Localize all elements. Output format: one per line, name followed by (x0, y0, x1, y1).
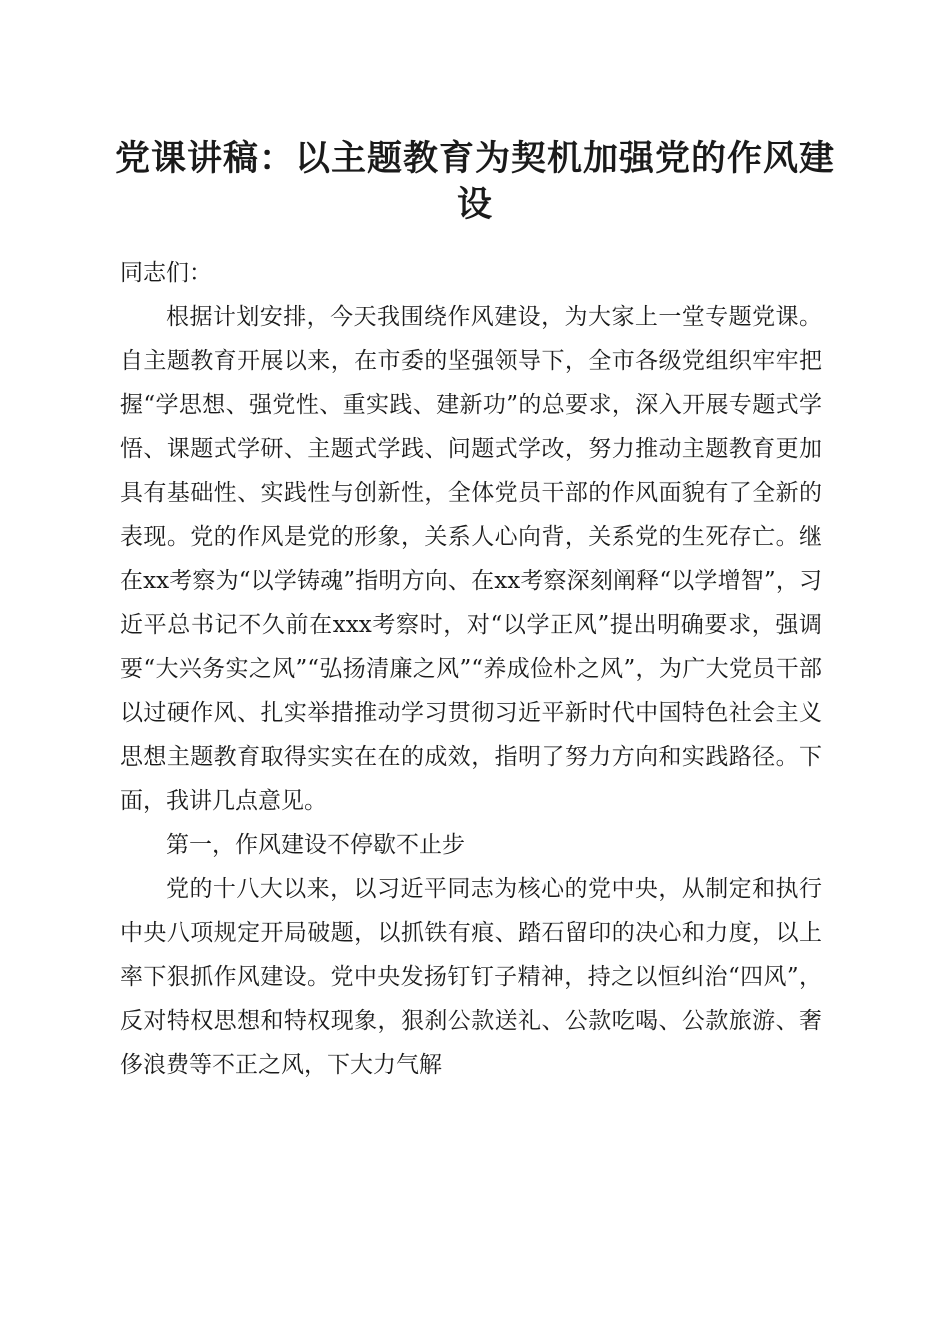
section-heading: 第一，作风建设不停歇不止步 (166, 832, 465, 858)
intro-paragraph: 根据计划安排，今天我围绕作风建设，为大家上一堂专题党课。自主题教育开展以来，在市委的坚强领导下，全市各级党组织牢牢把握“学思想、强党性、重实践、建新功”的总要求，深入开展专题式学悟、课题式学研、主题式学践、问题式学改，努力推动主题教育更加具有基础性、实践性与创新性，全体党员干部的作风面貌有了全新的表现。党的作风是党的形象，关系人心向背，关系党的生死存亡。继在xx考察为“以学铸魂”指明方向、在xx考察深刻阐释“以学增智”，习近平总书记不久前在xxx考察时，对“以学正风”提出明确要求，强调要“大兴务实之风”“弘扬清廉之风”“养成俭朴之风”，为广大党员干部以过硬作风、扎实举措推动学习贯彻习近平新时代中国特色社会主义思想主题教育取得实实在在的成效，指明了努力方向和实践路径。下面，我讲几点意见。 (120, 304, 822, 814)
document-title: 党课讲稿：以主题教育为契机加强党的作风建设 (114, 139, 835, 225)
salutation: 同志们： (120, 260, 212, 286)
section-paragraph: 党的十八大以来，以习近平同志为核心的党中央，从制定和执行中央八项规定开局破题，以抓铁有痕、踏石留印的决心和力度，以上率下狠抓作风建设。党中央发扬钉钉子精神，持之以恒纠治“四风”，反对特权思想和特权现象，狠刹公款送礼、公款吃喝、公款旅游、奢侈浪费等不正之风，下大力气解 (120, 876, 822, 1078)
document-body (120, 251, 822, 1087)
